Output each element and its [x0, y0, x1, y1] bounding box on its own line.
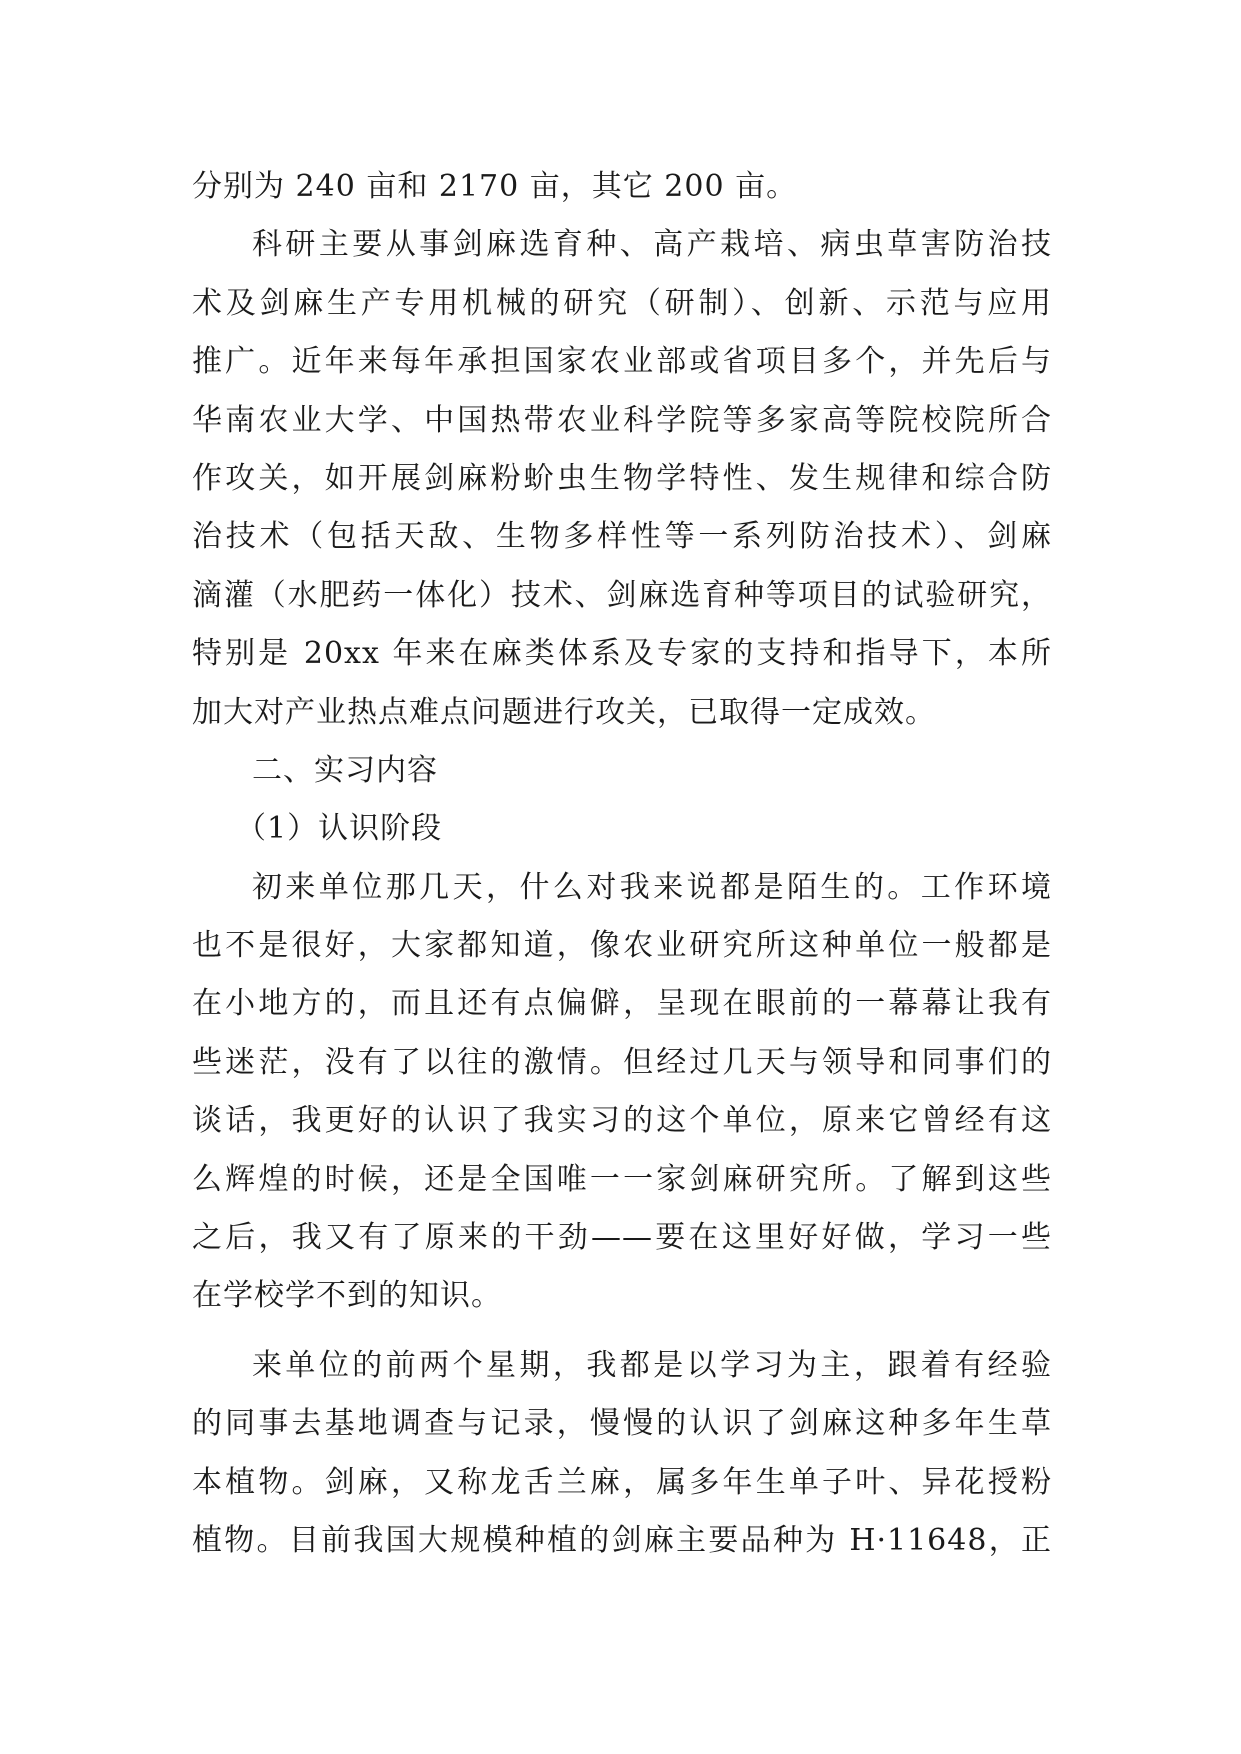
text-line: 分别为 240 亩和 2170 亩，其它 200 亩。	[192, 169, 798, 204]
text-line: 推广。近年来每年承担国家农业部或省项目多个，并先后与	[192, 344, 1052, 380]
text-line: 也不是很好，大家都知道，像农业研究所这种单位一般都是	[192, 928, 1052, 964]
text-line: 术及剑麻生产专用机械的研究（研制）、创新、示范与应用	[192, 285, 1052, 321]
section-heading: 二、实习内容	[252, 752, 438, 788]
text-line: 本植物。剑麻，又称龙舌兰麻，属多年生单子叶、异花授粉	[192, 1464, 1052, 1500]
text-line: 滴灌（水肥药一体化）技术、剑麻选育种等项目的试验研究，	[192, 577, 1052, 613]
document-body	[192, 158, 1052, 1570]
text-line: 么辉煌的时候，还是全国唯一一家剑麻研究所。了解到这些	[192, 1161, 1052, 1197]
subsection-heading: （1）认识阶段	[236, 811, 443, 847]
text-line: 华南农业大学、中国热带农业科学院等多家高等院校院所合	[192, 402, 1052, 438]
paragraph-spacing	[192, 1326, 1052, 1337]
text-line: 植物。目前我国大规模种植的剑麻主要品种为 H·11648，正	[192, 1522, 1052, 1558]
text-line: 作攻关，如开展剑麻粉蚧虫生物学特性、发生规律和综合防	[192, 460, 1052, 496]
text-line: 加大对产业热点难点问题进行攻关，已取得一定成效。	[192, 694, 936, 730]
paragraph-first-line: 科研主要从事剑麻选育种、高产栽培、病虫草害防治技	[252, 227, 1052, 263]
paragraph-first-line: 初来单位那几天，什么对我来说都是陌生的。工作环境	[252, 869, 1052, 905]
text-line: 在学校学不到的知识。	[192, 1278, 502, 1314]
text-line: 谈话，我更好的认识了我实习的这个单位，原来它曾经有这	[192, 1103, 1052, 1139]
text-line: 之后，我又有了原来的干劲——要在这里好好做，学习一些	[192, 1220, 1052, 1256]
paragraph-first-line: 来单位的前两个星期，我都是以学习为主，跟着有经验	[252, 1347, 1052, 1383]
text-line: 在小地方的，而且还有点偏僻，呈现在眼前的一幕幕让我有	[192, 986, 1052, 1022]
text-line: 治技术（包括天敌、生物多样性等一系列防治技术）、剑麻	[192, 519, 1052, 555]
text-line: 的同事去基地调查与记录，慢慢的认识了剑麻这种多年生草	[192, 1406, 1052, 1442]
text-line: 些迷茫，没有了以往的激情。但经过几天与领导和同事们的	[192, 1044, 1052, 1080]
text-line: 特别是 20xx 年来在麻类体系及专家的支持和指导下，本所	[192, 636, 1052, 672]
